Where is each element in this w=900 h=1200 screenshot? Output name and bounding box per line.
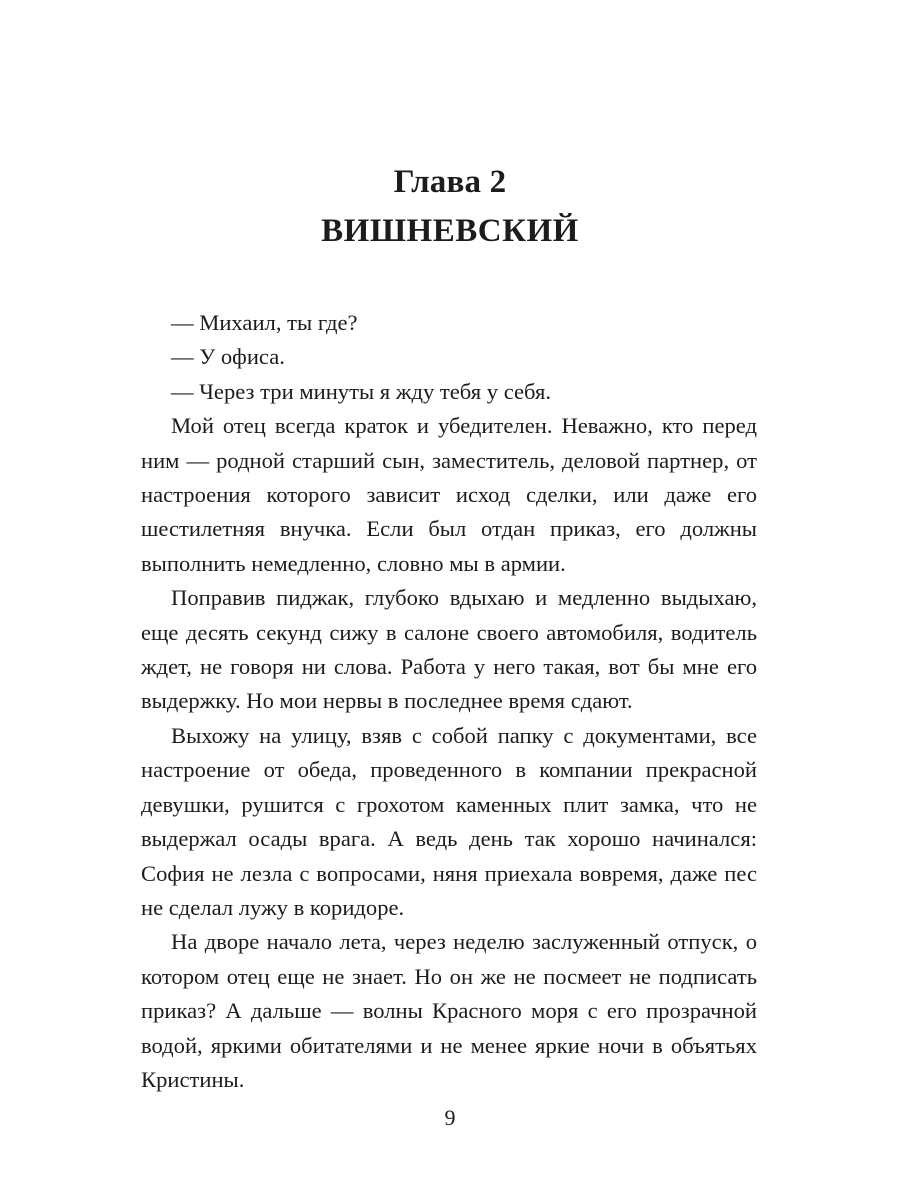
chapter-title: ВИШНЕВСКИЙ <box>321 213 579 249</box>
paragraph: Мой отец всегда краток и убедителен. Неважно, кто перед ним — родной старший сын, заместитель, деловой партнер, от настроения которого зависит исход сделки, или даже его шестилетняя внучка. Если был отдан приказ, его должны выполнить немедленно, словно мы в армии. <box>141 413 757 576</box>
chapter-number: Глава 2 <box>393 164 507 200</box>
paragraph: Поправив пиджак, глубоко вдыхаю и медленно выдыхаю, еще десять секунд сижу в салоне своего автомобиля, водитель ждет, не говоря ни слова. Работа у него такая, вот бы мне его выдержку. Но мои нервы в последнее время сдают. <box>141 585 757 714</box>
paragraph: Выхожу на улицу, взяв с собой папку с документами, все настроение от обеда, проведенного в компании прекрасной девушки, рушится с грохотом каменных плит замка, что не выдержал осады врага. А ведь день так хорошо начинался: София не лезла с вопросами, няня приехала вовремя, даже пес не сделал лужу в коридоре. <box>141 722 757 920</box>
dialogue-line: — Через три минуты я жду тебя у себя. <box>171 378 552 404</box>
chapter-text <box>141 306 757 1097</box>
paragraph: На дворе начало лета, через неделю заслуженный отпуск, о котором отец еще не знает. Но он же не посмеет не подписать приказ? А дальше — волны Красного моря с его прозрачной водой, яркими обитателями и не менее яркие ночи в объятьях Кристины. <box>141 929 757 1092</box>
dialogue-line: — У офиса. <box>171 344 285 370</box>
dialogue-line: — Михаил, ты где? <box>171 310 358 335</box>
chapter-header <box>0 158 900 256</box>
page-number: 9 <box>444 1105 456 1130</box>
